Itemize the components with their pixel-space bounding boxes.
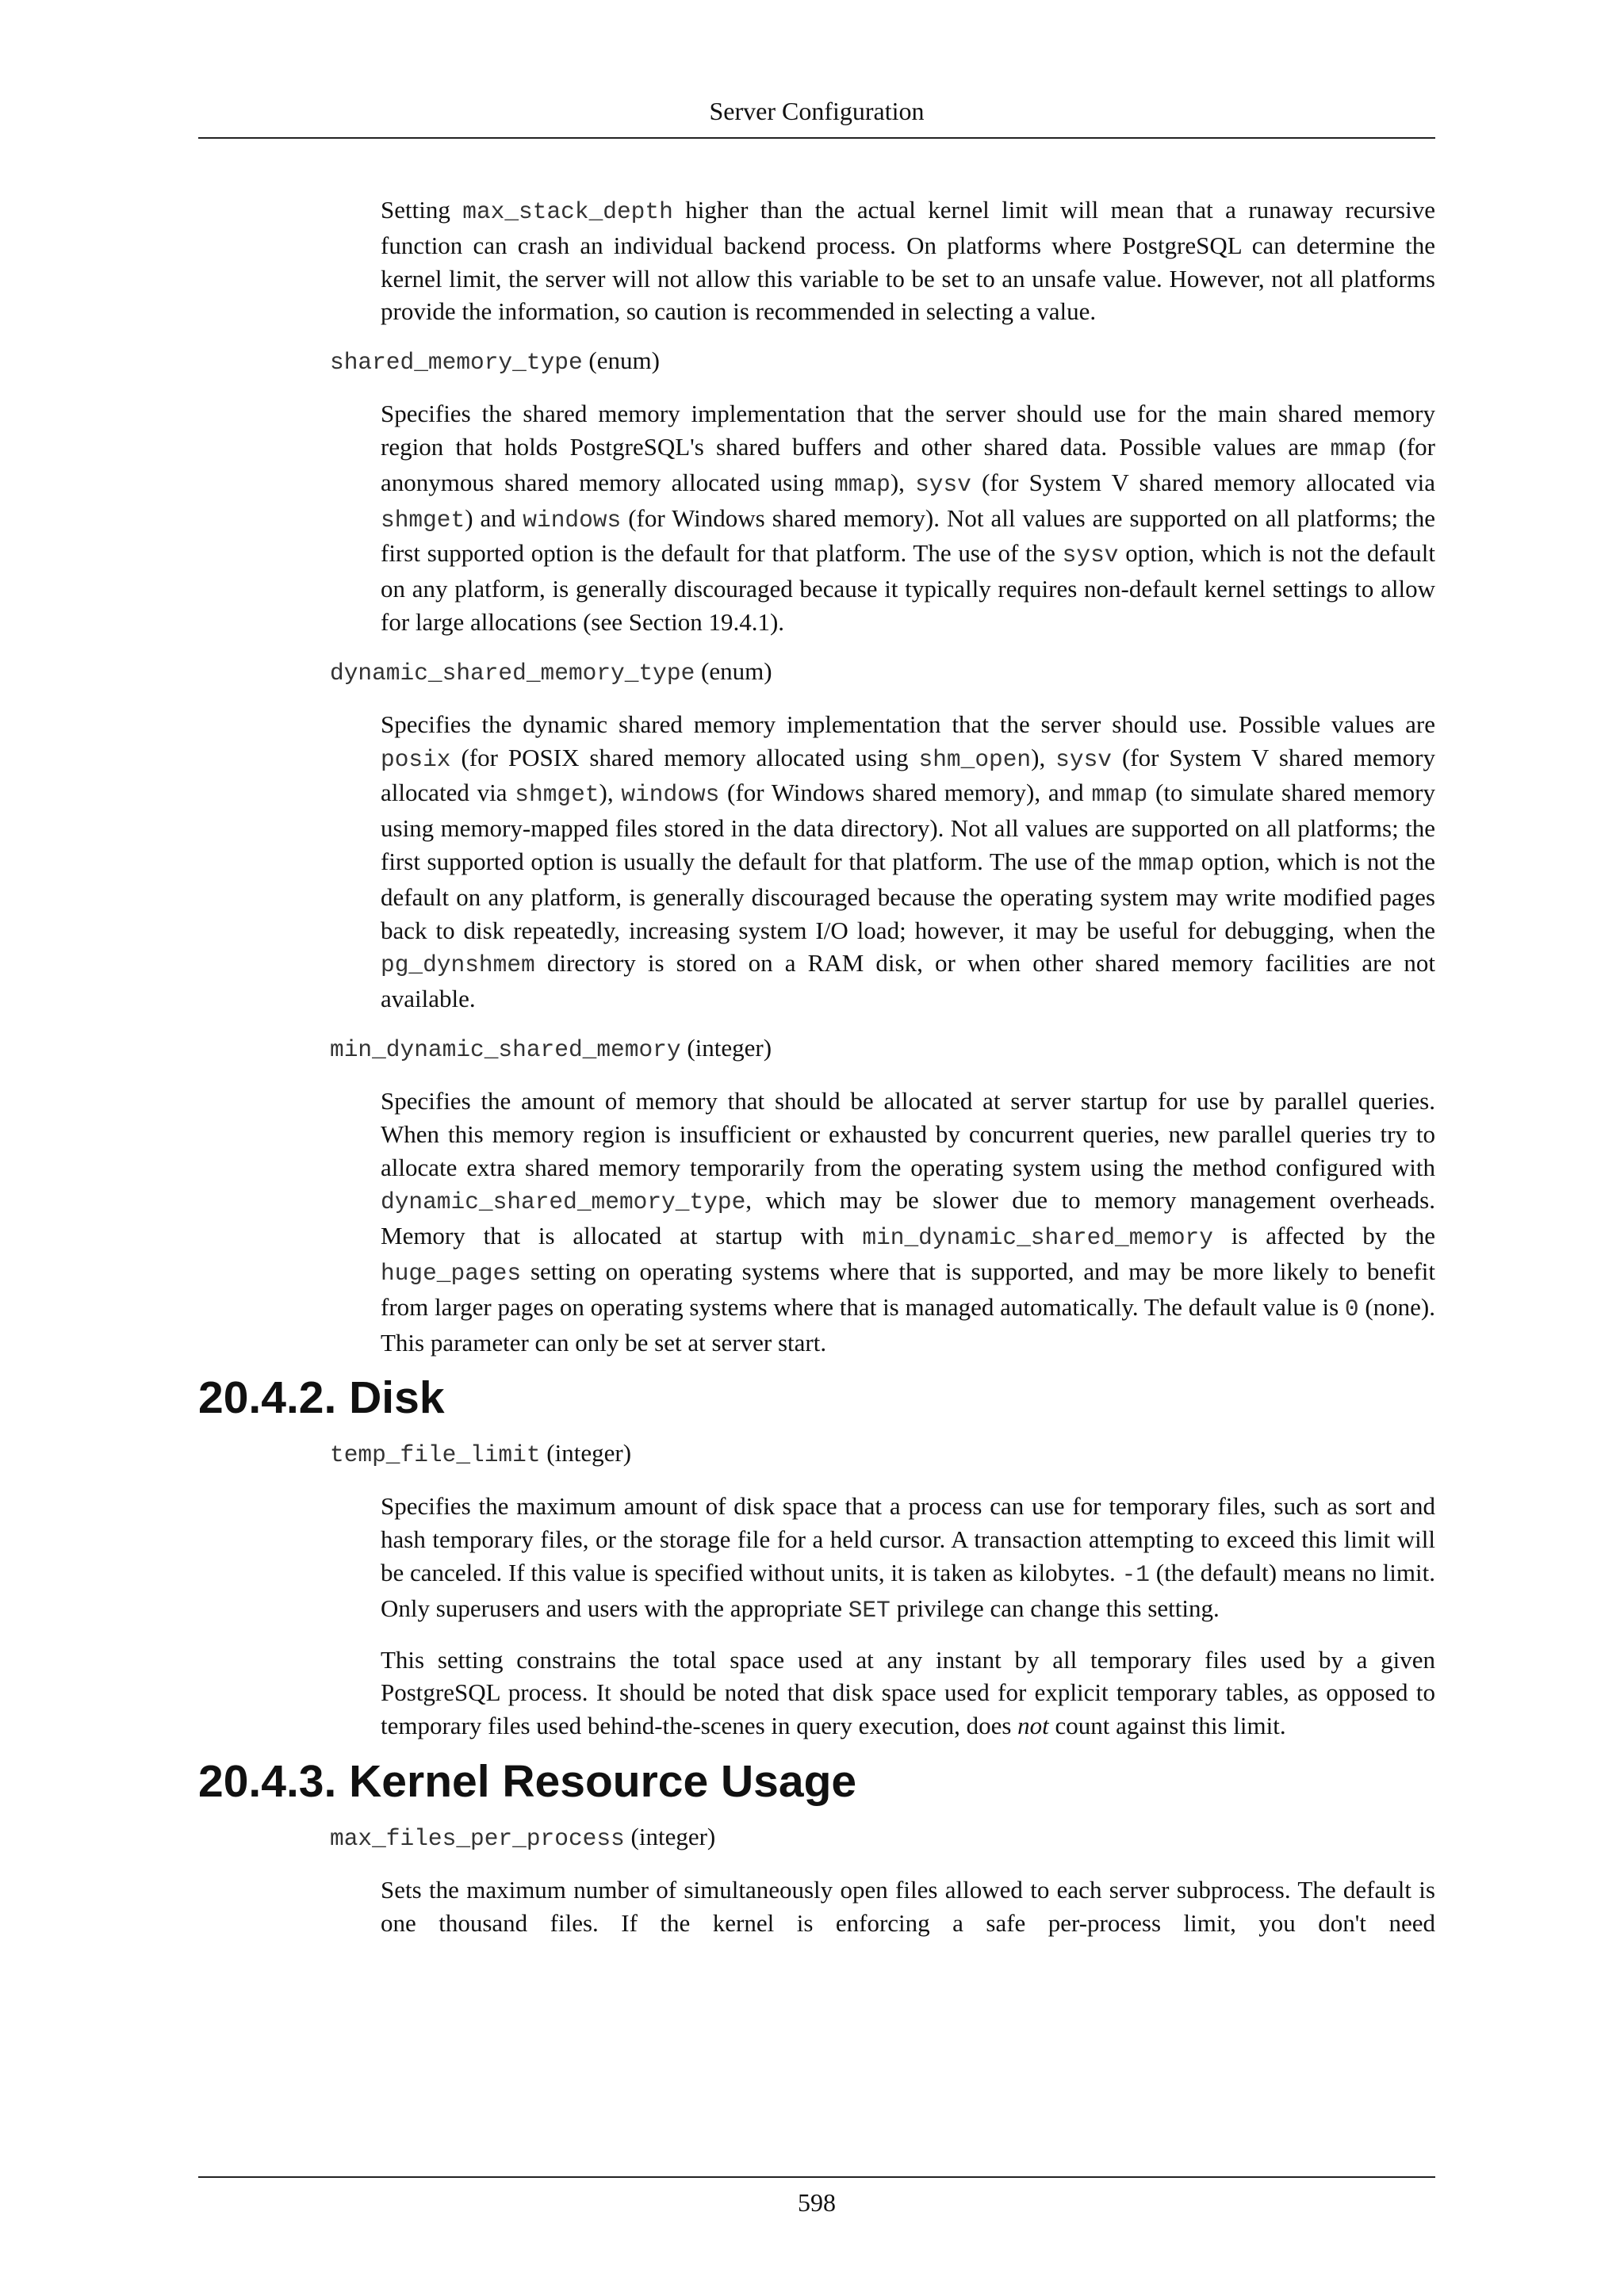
parameter-type: (enum) [582, 346, 660, 375]
paragraph: Setting max_stack_depth higher than the actual kernel limit will mean that a runaway recursive function can crash an individual backend process. On platforms where PostgreSQL can determine the kernel limit, the server will not allow this variable to be set to an unsafe value. However, not all platforms provide the information, so caution is recommended in selecting a value. [381, 196, 1435, 326]
section-heading-kernel-resource-usage: 20.4.3. Kernel Resource Usage [198, 1755, 857, 1807]
paragraph: Specifies the shared memory implementation that the server should use for the main shared memory region that holds PostgreSQL's shared buffers and other shared data. Possible values are mmap (for anonymous shared memory allocated using mmap), sysv (for System V shared memory allocated via shmget) and windows (for Windows shared memory). Not all values are supported on all platforms; the first supported option is the default for that platform. The use of the sysv option, which is not the default on any platform, is generally discouraged because it typically requires non-default kernel settings to allow for large allocations (see Section 19.4.1). [381, 400, 1435, 636]
paragraph: Specifies the maximum amount of disk space that a process can use for temporary files, such as sort and hash temporary files, or the storage file for a held cursor. A transaction attempting to exceed this limit will be canceled. If this value is specified without units, it is taken as kilobytes. -1 (the default) means no limit. Only superusers and users with the appropriate SET privilege can change this setting. [381, 1492, 1435, 1624]
footer-rule [198, 2176, 1435, 2178]
shared-memory-type-description [381, 397, 1435, 639]
header-rule [198, 137, 1435, 139]
paragraph: Sets the maximum number of simultaneously open files allowed to each server subprocess. The default is one thousand files. If the kernel is enforcing a safe per-process limit, you don't need [381, 1875, 1435, 1937]
parameter-type: (integer) [540, 1439, 632, 1468]
section-heading-disk: 20.4.2. Disk [198, 1372, 445, 1424]
min-dynamic-shared-memory-description [381, 1085, 1435, 1359]
inline-code: max_stack_depth [462, 198, 673, 225]
paragraph: This setting constrains the total space used at any instant by all temporary files used by a given PostgreSQL process. It should be noted that disk space used for explicit temporary tables, as opposed to temporary files used behind-the-scenes in query execution, does not count against this limit. [381, 1645, 1435, 1740]
term-max-files-per-process [330, 1820, 1435, 1855]
page-body [198, 193, 1435, 1939]
paragraph: Specifies the dynamic shared memory implementation that the server should use. Possible values are posix (for POSIX shared memory allocated using shm_open), sysv (for System V shared memory allocated via shmget), windows (for Windows shared memory), and mmap (to simulate shared memory using memory-mapped files stored in the data directory). Not all values are supported on all platforms; the first supported option is usually the default for that platform. The use of the mmap option, which is not the default on any platform, is generally discouraged because the operating system may write modified pages back to disk repeatedly, increasing system I/O load; however, it may be useful for debugging, when the pg_dynshmem directory is stored on a RAM disk, or when other shared memory facilities are not available. [381, 710, 1436, 1013]
parameter-name: temp_file_limit [330, 1441, 541, 1469]
paragraph: Specifies the amount of memory that should be allocated at server startup for use by parallel queries. When this memory region is insufficient or exhausted by concurrent queries, new parallel queries try to allocate extra shared memory temporarily from the operating system using the method configured with dynamic_shared_memory_type, which may be slower due to memory management overheads. Memory that is allocated at startup with min_dynamic_shared_memory is affected by the huge_pages setting on operating systems where that is supported, and may be more likely to benefit from larger pages on operating systems where that is managed automatically. The default value is 0 (none). This parameter can only be set at server start. [381, 1086, 1436, 1357]
parameter-type: (integer) [624, 1822, 716, 1850]
term-shared-memory-type [330, 344, 1435, 379]
parameter-type: (integer) [680, 1033, 772, 1062]
dynamic-shared-memory-type-description [381, 708, 1435, 1016]
max-files-per-process-description [381, 1873, 1435, 1940]
emphasis: not [1017, 1712, 1049, 1740]
term-dynamic-shared-memory-type [330, 655, 1435, 690]
max-stack-depth-description [381, 193, 1435, 328]
temp-file-limit-description [381, 1490, 1435, 1743]
parameter-name: shared_memory_type [330, 349, 583, 377]
running-header: Server Configuration [709, 97, 925, 125]
term-temp-file-limit [330, 1437, 1435, 1471]
page-number: 598 [798, 2188, 836, 2217]
parameter-name: max_files_per_process [330, 1824, 625, 1852]
term-min-dynamic-shared-memory [330, 1031, 1435, 1066]
parameter-type: (enum) [695, 656, 772, 685]
parameter-name: dynamic_shared_memory_type [330, 659, 695, 687]
parameter-name: min_dynamic_shared_memory [330, 1035, 681, 1063]
